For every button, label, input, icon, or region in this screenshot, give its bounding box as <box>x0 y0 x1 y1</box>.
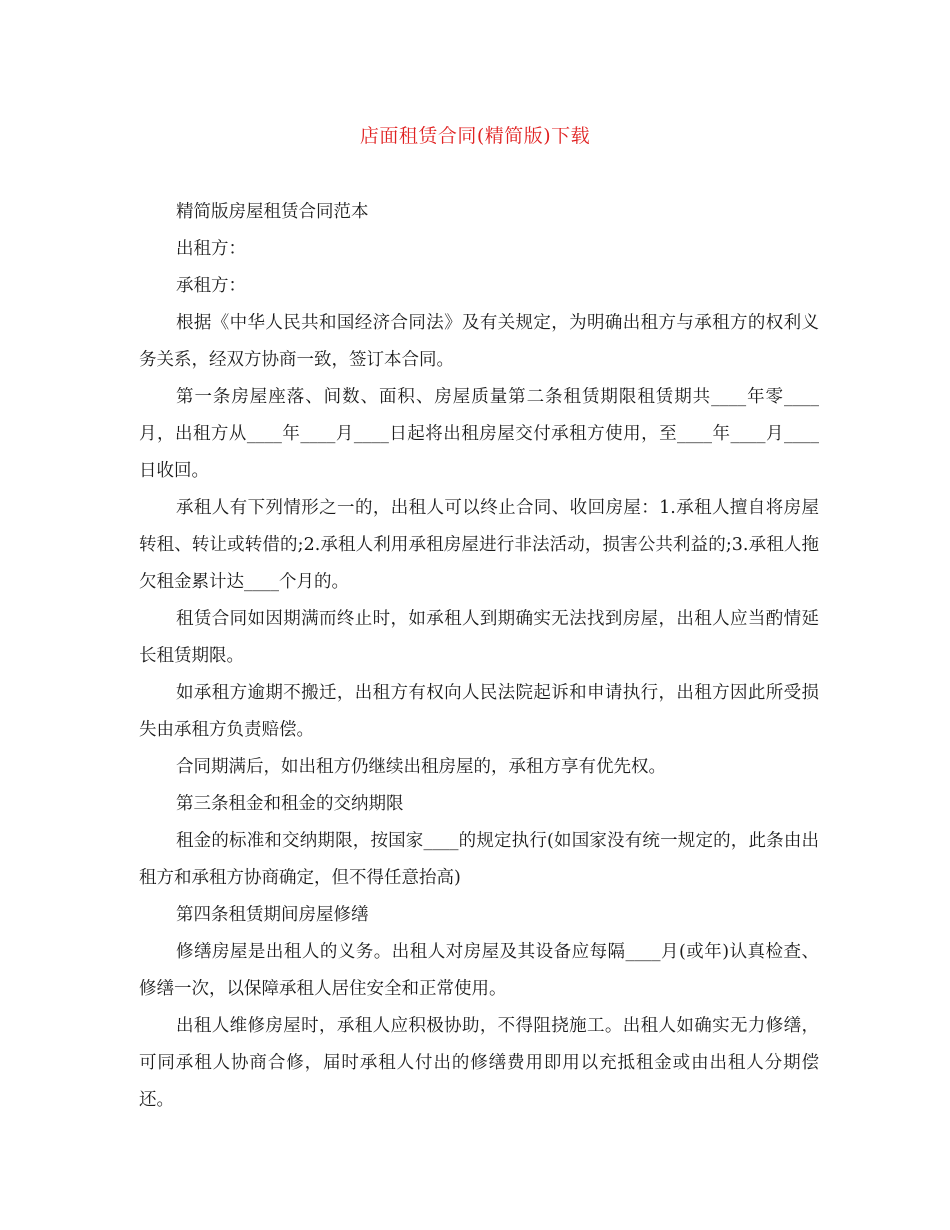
paragraph-article-4-heading: 第四条租赁期间房屋修缮 <box>176 905 369 925</box>
paragraph-rent-standard: 租金的标准和交纳期限，按国家____的规定执行(如国家没有统一规定的，此条由出租方和承租方协商确定，但不得任意抬高) <box>139 831 819 888</box>
paragraph-termination: 承租人有下列情形之一的，出租人可以终止合同、收回房屋：1.承租人擅自将房屋转租、转让或转借的;2.承租人利用承租房屋进行非法活动，损害公共利益的;3.承租人拖欠租金累计达____个月的。 <box>139 498 819 592</box>
paragraph-priority: 合同期满后，如出租方仍继续出租房屋的，承租方享有优先权。 <box>176 757 666 777</box>
paragraph-repair-duty: 修缮房屋是出租人的义务。出租人对房屋及其设备应每隔____月(或年)认真检查、修缮一次，以保障承租人居住安全和正常使用。 <box>139 942 819 999</box>
paragraph-extension: 租赁合同如因期满而终止时，如承租人到期确实无法找到房屋，出租人应当酌情延长租赁期限。 <box>139 609 819 666</box>
document-title: 店面租赁合同(精简版)下载 <box>359 125 591 147</box>
paragraph-overstay: 如承租方逾期不搬迁，出租方有权向人民法院起诉和申请执行，出租方因此所受损失由承租方负责赔偿。 <box>139 683 819 740</box>
paragraph-lessor: 出租方： <box>176 239 246 259</box>
paragraph-article-3-heading: 第三条租金和租金的交纳期限 <box>176 794 404 814</box>
paragraph-preamble: 根据《中华人民共和国经济合同法》及有关规定，为明确出租方与承租方的权利义务关系，经双方协商一致，签订本合同。 <box>139 313 819 370</box>
document-body <box>139 194 819 1119</box>
paragraph-lessee: 承租方： <box>176 276 246 296</box>
paragraph-article-1-2: 第一条房屋座落、间数、面积、房屋质量第二条租赁期限租赁期共____年零____月，出租方从____年____月____日起将出租房屋交付承租方使用，至____年____月____日收回。 <box>139 387 819 481</box>
paragraph-repair-cooperation: 出租人维修房屋时，承租人应积极协助，不得阻挠施工。出租人如确实无力修缮，可同承租人协商合修，届时承租人付出的修缮费用即用以充抵租金或由出租人分期偿还。 <box>139 1016 819 1110</box>
paragraph-heading: 精简版房屋租赁合同范本 <box>176 202 369 222</box>
